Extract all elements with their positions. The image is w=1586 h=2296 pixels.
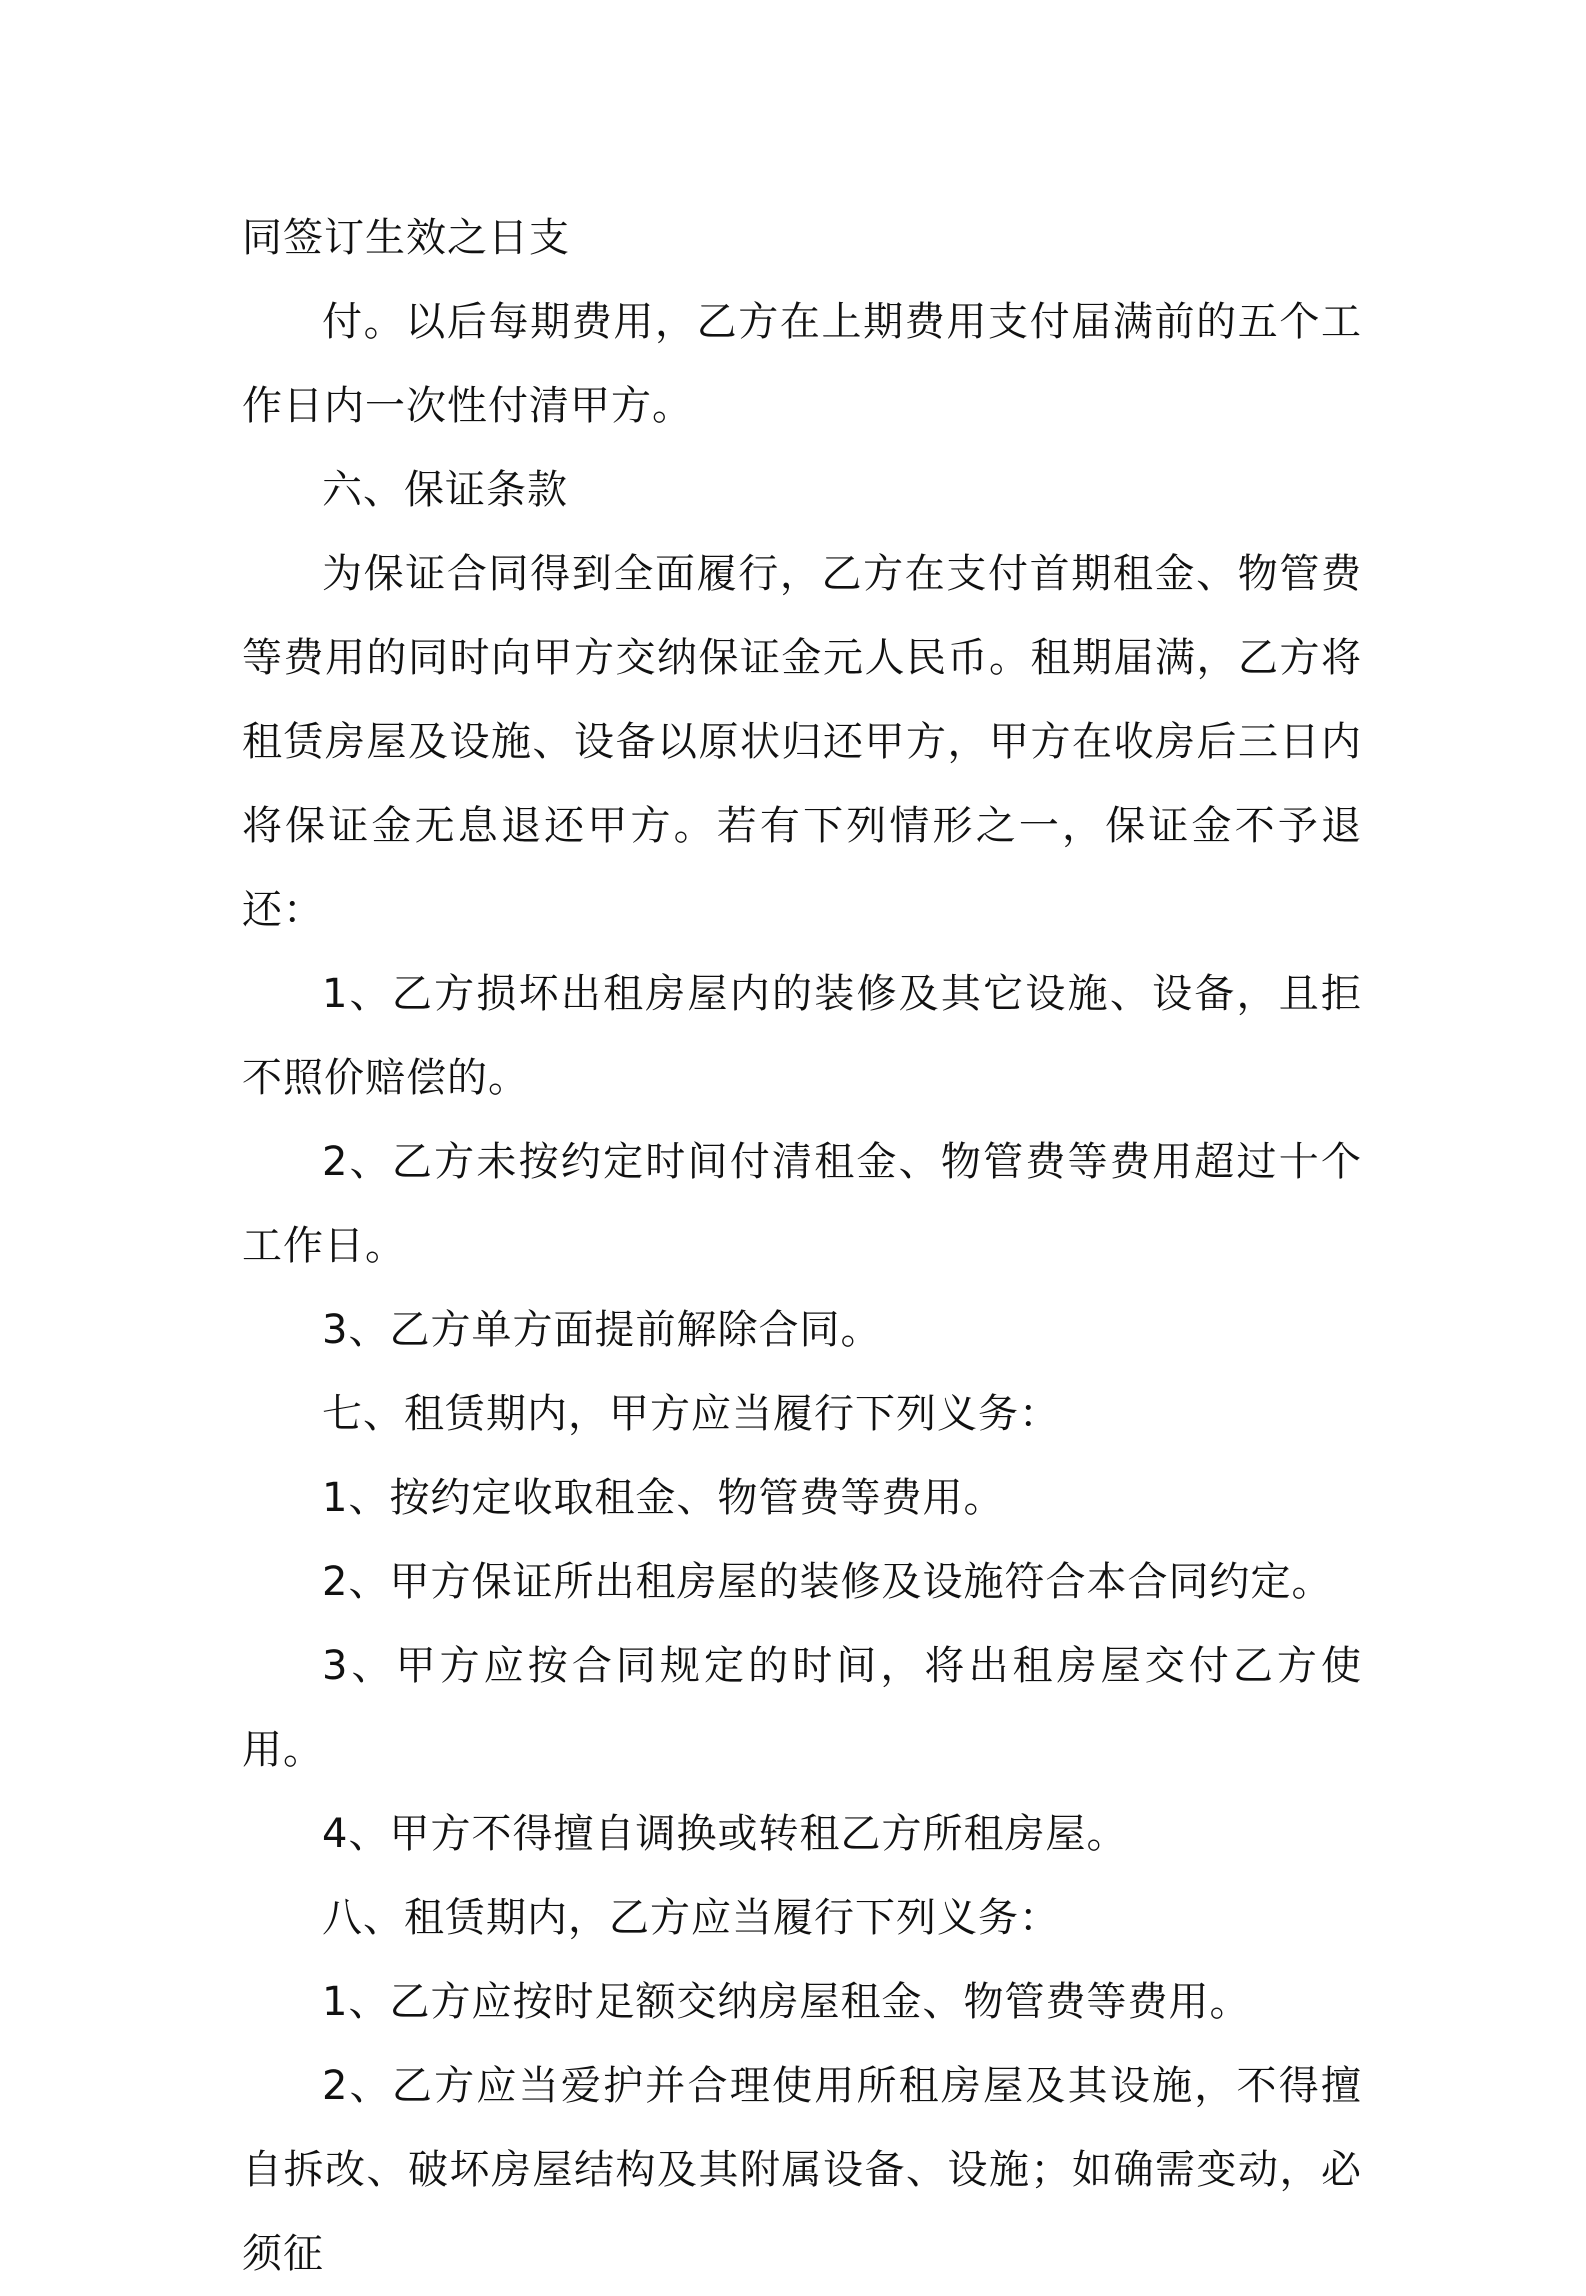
list-item-a-delivery: 3、甲方应按合同规定的时间，将出租房屋交付乙方使用。 bbox=[242, 1643, 1362, 1773]
list-item-early-termination: 3、乙方单方面提前解除合同。 bbox=[322, 1307, 882, 1353]
list-item-late-payment: 2、乙方未按约定时间付清租金、物管费等费用超过十个工作日。 bbox=[242, 1139, 1362, 1269]
list-item-a-collect-fees: 1、按约定收取租金、物管费等费用。 bbox=[322, 1475, 1005, 1521]
list-item-b-care-property: 2、乙方应当爱护并合理使用所租房屋及其设施，不得擅自拆改、破坏房屋结构及其附属设备、设施；如确需变动，必须征 bbox=[242, 2063, 1362, 2277]
paragraph-payment-terms: 付。以后每期费用，乙方在上期费用支付届满前的五个工作日内一次性付清甲方。 bbox=[242, 299, 1362, 429]
document-body bbox=[242, 196, 1362, 2296]
list-item-a-guarantee-facilities: 2、甲方保证所出租房屋的装修及设施符合本合同约定。 bbox=[322, 1559, 1333, 1605]
section-heading-guarantee: 六、保证条款 bbox=[322, 467, 568, 513]
list-item-a-no-sublet: 4、甲方不得擅自调换或转租乙方所租房屋。 bbox=[322, 1811, 1128, 1857]
paragraph-continuation: 同签订生效之日支 bbox=[242, 215, 570, 261]
list-item-b-pay-on-time: 1、乙方应按时足额交纳房屋租金、物管费等费用。 bbox=[322, 1979, 1251, 2025]
paragraph-guarantee-deposit: 为保证合同得到全面履行，乙方在支付首期租金、物管费等费用的同时向甲方交纳保证金元人民币。租期届满，乙方将租赁房屋及设施、设备以原状归还甲方，甲方在收房后三日内将保证金无息退还甲方。若有下列情形之一，保证金不予退还： bbox=[242, 551, 1362, 933]
section-heading-party-b-duties: 八、租赁期内，乙方应当履行下列义务： bbox=[322, 1895, 1060, 1941]
list-item-damage: 1、乙方损坏出租房屋内的装修及其它设施、设备，且拒不照价赔偿的。 bbox=[242, 971, 1362, 1101]
section-heading-party-a-duties: 七、租赁期内，甲方应当履行下列义务： bbox=[322, 1391, 1060, 1437]
